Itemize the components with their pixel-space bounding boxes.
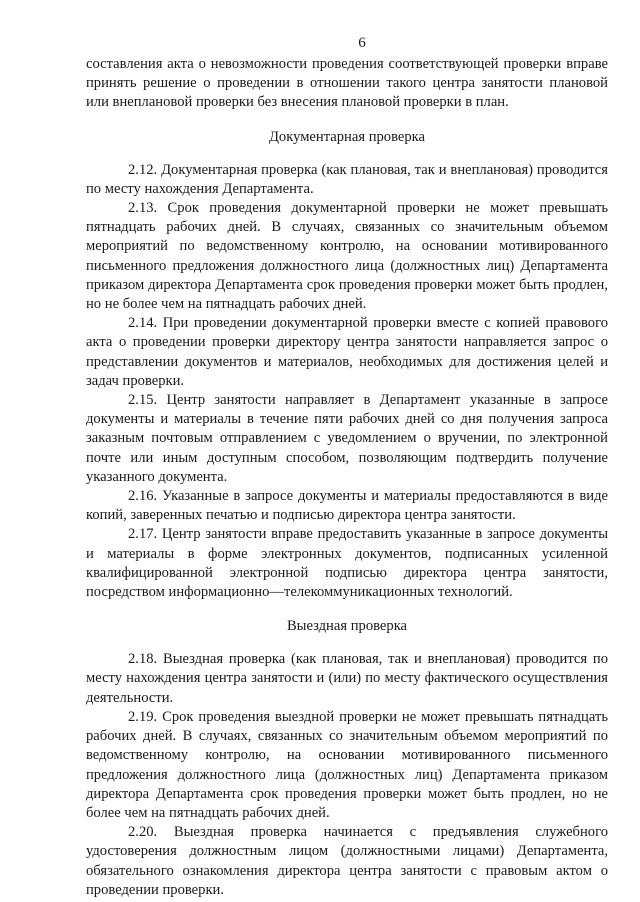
page-number: 6 xyxy=(358,35,366,51)
paragraph-2-14: 2.14. При проведении документарной проверки вместе с копией правового акта о проведении проверки директору центра занятости направляется запрос о представлении документов и материалов, необходимых для достижения целей и задач проверки. xyxy=(86,315,608,389)
paragraph-2-17: 2.17. Центр занятости вправе предоставить указанные в запросе документы и материалы в форме электронных документов, подписанных усиленной квалифицированной электронной подписью директора центра занятости, посредством информационно—телекоммуникационных технологий. xyxy=(86,526,608,601)
paragraph-2-12: 2.12. Документарная проверка (как плановая, так и внеплановая) проводится по месту нахождения Департамента. xyxy=(86,161,608,197)
paragraph-2-18: 2.18. Выездная проверка (как плановая, так и внеплановая) проводится по месту нахождения центра занятости и (или) по месту фактического осуществления деятельности. xyxy=(86,651,608,706)
section-heading-onsite: Выездная проверка xyxy=(286,618,408,635)
paragraph-2-15: 2.15. Центр занятости направляет в Департамент указанные в запросе документы и материалы в течение пяти рабочих дней со дня получения запроса заказным почтовым отправлением с уведомлением о вручении, по электронной почте или иным доступным способом, позволяющим подтвердить получение указанного документа. xyxy=(86,392,608,485)
paragraph-2-20: 2.20. Выездная проверка начинается с предъявления служебного удостоверения должностным лицом (должностными лицами) Департамента, обязательного ознакомления директора центра занятости с правовым актом о проведении проверки. xyxy=(86,824,608,898)
paragraph-2-16: 2.16. Указанные в запросе документы и материалы предоставляются в виде копий, заверенных печатью и подписью директора центра занятости. xyxy=(86,488,608,524)
paragraph-2-13: 2.13. Срок проведения документарной проверки не может превышать пятнадцать рабочих дней. В случаях, связанных со значительным объемом мероприятий по ведомственному контролю, на основании мотивированного письменного предложения должностного лица (должностных лиц) Департамента приказом директора Департамента срок проведения проверки может быть продлен, но не более чем на пятнадцать рабочих дней. xyxy=(86,200,608,313)
paragraph-2-19: 2.19. Срок проведения выездной проверки не может превышать пятнадцать рабочих дней. В случаях, связанных со значительным объемом мероприятий по ведомственному контролю, на основании мотивированного письменного предложения должностного лица (должностных лиц) Департамента приказом директора Департамента срок проведения проверки может быть продлен, но не более чем на пятнадцать рабочих дней. xyxy=(86,708,608,821)
section-heading-documentary: Документарная проверка xyxy=(268,128,426,145)
intro-paragraph: составления акта о невозможности проведения соответствующей проверки вправе принять решение о проведении в отношении такого центра занятости плановой или внеплановой проверки без внесения плановой проверки в план. xyxy=(86,56,608,111)
